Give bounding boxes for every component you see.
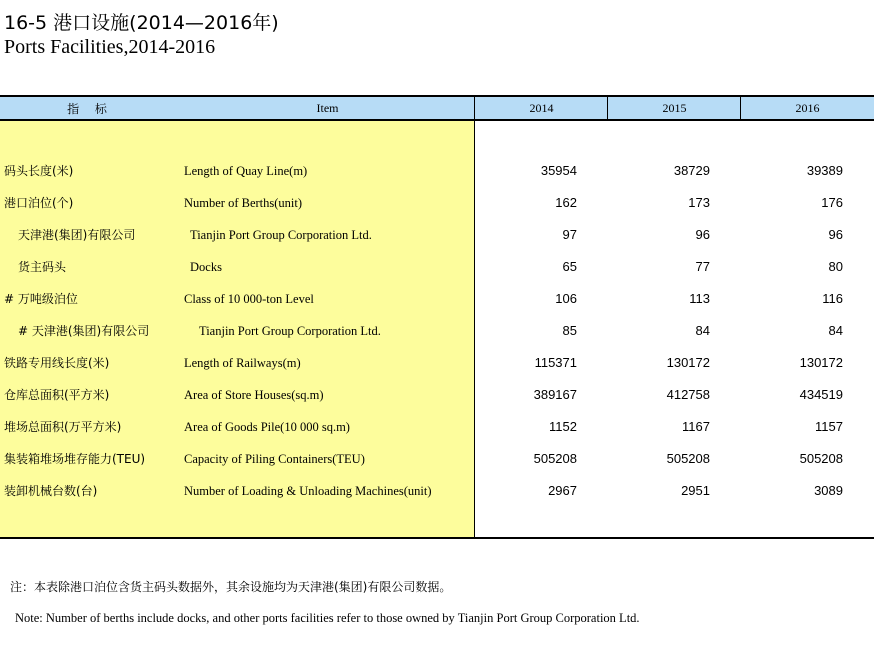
row-label-en: Area of Goods Pile(10 000 sq.m) — [184, 420, 350, 434]
table-row — [0, 353, 874, 373]
value-2016: 130172 — [799, 355, 843, 370]
value-2014: 505208 — [533, 451, 577, 466]
value-2015: 1167 — [682, 419, 710, 434]
table-row — [0, 193, 874, 213]
row-label-en: Tianjin Port Group Corporation Ltd. — [199, 324, 381, 338]
header-divider — [474, 95, 475, 121]
value-2014: 1152 — [549, 419, 577, 434]
value-2016: 434519 — [799, 387, 843, 402]
row-label-en: Docks — [190, 260, 222, 274]
footnote-en: Note: Number of berths include docks, and other ports facilities refer to those owned by Tianjin Port Group Corporation Ltd. — [15, 611, 640, 625]
value-2014: 65 — [562, 259, 577, 274]
row-label-cn: 集装箱堆场堆存能力(TEU) — [4, 452, 146, 466]
value-2015: 77 — [695, 259, 710, 274]
row-label-cn: # 天津港(集团)有限公司 — [18, 324, 150, 338]
header-year-2016: 2016 — [741, 95, 874, 121]
value-2014: 115371 — [534, 355, 577, 370]
table-row — [0, 481, 874, 501]
table-row — [0, 417, 874, 437]
table-row — [0, 289, 874, 309]
row-label-en: Tianjin Port Group Corporation Ltd. — [190, 228, 372, 242]
row-label-cn: 铁路专用线长度(米) — [4, 356, 110, 370]
value-2016: 3089 — [814, 483, 843, 498]
row-label-cn: 天津港(集团)有限公司 — [18, 228, 136, 242]
row-label-cn: # 万吨级泊位 — [4, 292, 78, 306]
value-2015: 38729 — [673, 163, 710, 178]
header-divider — [607, 95, 608, 121]
row-label-cn: 仓库总面积(平方米) — [4, 388, 110, 402]
value-2014: 2967 — [548, 483, 577, 498]
page-title-en: Ports Facilities,2014-2016 — [4, 36, 216, 58]
value-2014: 85 — [562, 323, 577, 338]
value-2016: 84 — [828, 323, 843, 338]
value-2014: 106 — [555, 291, 577, 306]
value-2014: 162 — [555, 195, 577, 210]
table-row — [0, 225, 874, 245]
row-label-en: Number of Berths(unit) — [184, 196, 303, 210]
header-indicator: 指 标 — [0, 95, 180, 121]
ports-facilities-table — [0, 95, 874, 539]
value-2015: 2951 — [681, 483, 710, 498]
value-2016: 39389 — [806, 163, 843, 178]
header-year-2014: 2014 — [475, 95, 608, 121]
table-bottom-rule — [0, 537, 874, 539]
row-label-en: Area of Store Houses(sq.m) — [184, 388, 324, 402]
table-row — [0, 385, 874, 405]
table-row — [0, 449, 874, 469]
value-2014: 97 — [562, 227, 577, 242]
row-label-en: Class of 10 000-ton Level — [184, 292, 314, 306]
row-label-cn: 码头长度(米) — [4, 164, 74, 178]
table-row — [0, 257, 874, 277]
footnote-cn: 注：本表除港口泊位含货主码头数据外，其余设施均为天津港(集团)有限公司数据。 — [10, 580, 452, 594]
header-year-2015: 2015 — [608, 95, 741, 121]
value-2016: 505208 — [799, 451, 843, 466]
table-row — [0, 161, 874, 181]
row-label-en: Number of Loading & Unloading Machines(unit) — [184, 484, 432, 498]
header-item: Item — [180, 95, 475, 121]
value-2016: 1157 — [815, 419, 843, 434]
value-2016: 80 — [828, 259, 843, 274]
header-divider — [740, 95, 741, 121]
row-label-cn: 装卸机械台数(台) — [4, 484, 98, 498]
value-2015: 173 — [688, 195, 710, 210]
row-label-en: Length of Railways(m) — [184, 356, 301, 370]
row-label-en: Capacity of Piling Containers(TEU) — [184, 452, 365, 466]
value-2015: 130172 — [666, 355, 710, 370]
row-label-cn: 堆场总面积(万平方米) — [4, 420, 122, 434]
value-2015: 96 — [695, 227, 710, 242]
value-2016: 176 — [821, 195, 843, 210]
row-label-cn: 货主码头 — [18, 260, 67, 274]
value-2015: 505208 — [666, 451, 710, 466]
value-2014: 389167 — [533, 387, 577, 402]
value-2015: 412758 — [666, 387, 710, 402]
row-label-en: Length of Quay Line(m) — [184, 164, 308, 178]
row-label-cn: 港口泊位(个) — [4, 196, 74, 210]
value-2016: 116 — [822, 291, 843, 306]
page-title-cn: 16-5 港口设施(2014—2016年) — [4, 12, 279, 34]
value-2014: 35954 — [540, 163, 577, 178]
value-2015: 84 — [695, 323, 710, 338]
table-row — [0, 321, 874, 341]
value-2016: 96 — [828, 227, 843, 242]
value-2015: 113 — [689, 291, 710, 306]
